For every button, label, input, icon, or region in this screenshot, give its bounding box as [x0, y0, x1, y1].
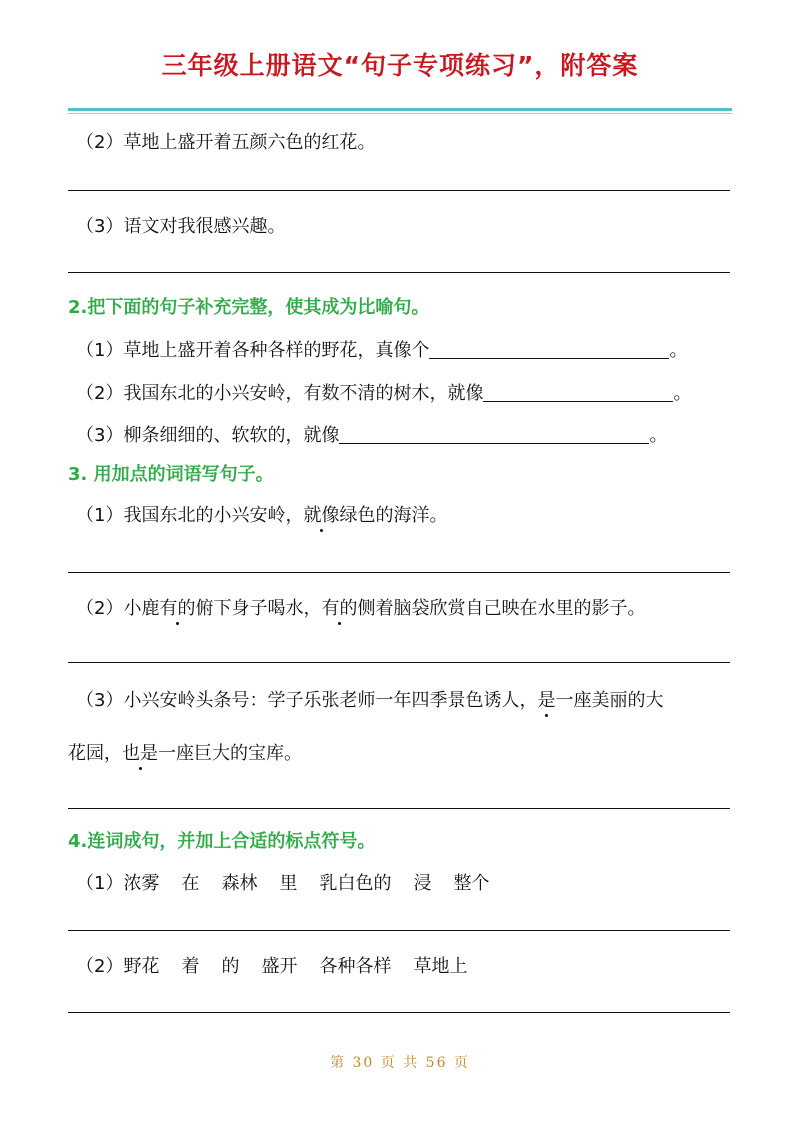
page-title: 三年级上册语文“句子专项练习”，附答案	[161, 51, 639, 80]
answer-line	[68, 808, 730, 809]
fill-blank	[483, 383, 673, 402]
sec4-question-2	[76, 952, 467, 978]
sec3-heading: 3. 用加点的词语写句子。	[68, 464, 274, 485]
answer-line	[68, 572, 730, 573]
answer-line	[68, 1012, 730, 1013]
sec3-question-3-cont	[68, 739, 302, 765]
sec3-question-3	[76, 686, 663, 712]
question-text: （3）小兴安岭头条号：学子乐张老师一年四季景色诱人，	[76, 690, 538, 711]
question-number: （2）	[76, 956, 124, 977]
sec3-question-2	[76, 594, 645, 620]
question-text: （2）我国东北的小兴安岭，有数不清的树木，就像	[76, 383, 484, 404]
period: 。	[673, 383, 692, 404]
dotted-word: 有的	[159, 598, 196, 619]
fill-blank	[429, 340, 669, 359]
answer-line	[68, 272, 730, 273]
word: 乳白色的	[319, 873, 392, 894]
period: 。	[649, 425, 668, 446]
word: 野花	[123, 956, 160, 977]
question-text: 绿色的海洋。	[339, 505, 448, 526]
title-divider	[68, 108, 732, 111]
word: 各种各样	[319, 956, 392, 977]
question-text: （1）草地上盛开着各种各样的野花，真像个	[76, 340, 430, 361]
dotted-word: 有的	[321, 598, 358, 619]
word: 草地上	[413, 956, 468, 977]
sec2-question-1	[76, 336, 687, 362]
sec1-question-2: （2）草地上盛开着五颜六色的红花。	[76, 132, 376, 153]
fill-blank	[339, 425, 649, 444]
word: 里	[279, 873, 298, 894]
question-text: 一座美丽的大	[555, 690, 664, 711]
question-text: （3）柳条细细的、软软的，就像	[76, 425, 340, 446]
word: 的	[221, 956, 240, 977]
question-text: 俯下身子喝水，	[195, 598, 322, 619]
sec2-question-3	[76, 421, 667, 447]
question-number: （1）	[76, 873, 124, 894]
answer-line	[68, 662, 730, 663]
question-text: 侧着脑袋欣赏自己映在水里的影子。	[357, 598, 646, 619]
sec1-question-3: （3）语文对我很感兴趣。	[76, 216, 286, 237]
word: 浓雾	[123, 873, 160, 894]
word: 着	[181, 956, 200, 977]
answer-line	[68, 190, 730, 191]
word: 在	[181, 873, 200, 894]
answer-line	[68, 930, 730, 931]
question-text: 花园，	[68, 743, 122, 764]
question-text: （2）小鹿	[76, 598, 160, 619]
sec4-heading: 4.连词成句，并加上合适的标点符号。	[68, 831, 376, 852]
word: 浸	[413, 873, 432, 894]
word: 整个	[453, 873, 490, 894]
page-footer: 第 30 页 共 56 页	[330, 1055, 470, 1071]
sec2-question-2	[76, 379, 691, 405]
sec4-question-1	[76, 869, 489, 895]
question-text: （1）我国东北的小兴安岭，	[76, 505, 304, 526]
dotted-word: 就像	[303, 505, 340, 526]
word: 盛开	[261, 956, 298, 977]
sec3-question-1	[76, 501, 447, 527]
question-text: 一座巨大的宝库。	[158, 743, 302, 764]
word: 森林	[221, 873, 258, 894]
sec2-heading: 2.把下面的句子补充完整，使其成为比喻句。	[68, 297, 430, 318]
title-divider-thin	[68, 113, 732, 114]
period: 。	[669, 340, 688, 361]
dotted-word: 是	[537, 690, 556, 711]
dotted-word: 也是	[122, 743, 158, 764]
